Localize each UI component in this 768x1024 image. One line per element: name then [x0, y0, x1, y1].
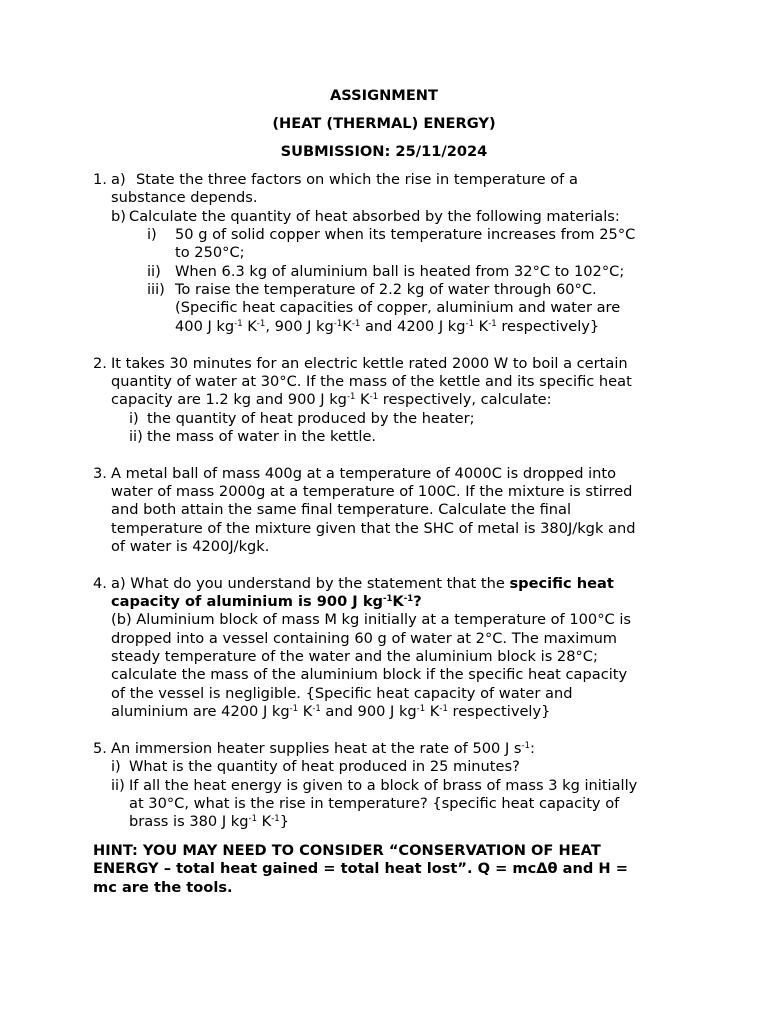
- q1a-text-line2: substance depends.: [111, 189, 258, 206]
- q3-line5: of water is 4200J/kgk.: [111, 538, 270, 555]
- q2-ii-text: the mass of water in the kettle.: [147, 428, 377, 445]
- q2-line3: capacity are 1.2 kg and 900 J $kg^{-1}$ $K^{-1}$ respectively, calculate:: [111, 391, 552, 408]
- hint-line2: ENERGY – total heat gained = total heat lost”. Q = mcΔθ and H =: [93, 860, 628, 877]
- q1b-text: Calculate the quantity of heat absorbed by the following materials:: [129, 208, 620, 225]
- q4b-line1: (b) Aluminium block of mass M kg initially at a temperature of 100°C is: [111, 611, 631, 628]
- q2-number: 2.: [93, 355, 107, 372]
- q4b-line2: dropped into a vessel containing 60 g of water at 2°C. The maximum: [111, 630, 618, 647]
- q5-ii-line2: at 30°C, what is the rise in temperature? {specific heat capacity of: [129, 795, 620, 812]
- q4a-line2: capacity of aluminium is 900 J $kg^{-1}K^{-1}$?: [111, 593, 422, 610]
- q4b-line5: of the vessel is negligible. {Specific heat capacity of water and: [111, 685, 573, 702]
- q4b-line3: steady temperature of the water and the aluminium block is 28°C;: [111, 648, 598, 665]
- q2-i-label: i): [129, 410, 139, 427]
- q5-ii-line3: brass is 380 J $kg^{-1}$ $K^{-1}$}: [129, 813, 289, 830]
- submission-date: SUBMISSION: 25/11/2024: [280, 143, 488, 160]
- q2-line1: It takes 30 minutes for an electric kettle rated 2000 W to boil a certain: [111, 355, 628, 372]
- q1b-iii-line1: To raise the temperature of 2.2 kg of water through 60°C.: [175, 281, 597, 298]
- q2-line2: quantity of water at 30°C. If the mass of the kettle and its specific heat: [111, 373, 632, 390]
- assignment-title: ASSIGNMENT: [330, 87, 438, 104]
- q3-line3: and both attain the same final temperature. Calculate the final: [111, 501, 572, 518]
- q5-line1: An immersion heater supplies heat at the rate of 500 J $s^{-1}$:: [111, 740, 535, 757]
- q1b-iii-label: iii): [147, 281, 165, 298]
- q3-line2: water of mass 2000g at a temperature of 100C. If the mixture is stirred: [111, 483, 633, 500]
- q1a-label: a): [111, 171, 126, 188]
- q4a-line1: a) What do you understand by the statement that the specific heat: [111, 575, 614, 592]
- q3-line4: temperature of the mixture given that the SHC of metal is 380J/kgk and: [111, 520, 636, 537]
- q3-number: 3.: [93, 465, 107, 482]
- q5-number: 5.: [93, 740, 107, 757]
- hint-line1: HINT: YOU MAY NEED TO CONSIDER “CONSERVATION OF HEAT: [93, 842, 601, 859]
- q1b-i-line2: to 250°C;: [175, 244, 245, 261]
- q4b-line4: calculate the mass of the aluminium block if the specific heat capacity: [111, 666, 628, 683]
- q5-i-text: What is the quantity of heat produced in 25 minutes?: [129, 758, 520, 775]
- q1b-iii-line2: (Specific heat capacities of copper, aluminium and water are: [175, 299, 621, 316]
- q5-i-label: i): [111, 758, 121, 775]
- q4b-line6: aluminium are 4200 J $kg^{-1}$ $K^{-1}$ and 900 J $kg^{-1}$ $K^{-1}$ respectively}: [111, 703, 551, 720]
- q3-line1: A metal ball of mass 400g at a temperature of 4000C is dropped into: [111, 465, 617, 482]
- q1b-i-label: i): [147, 226, 157, 243]
- q1b-label: b): [111, 208, 126, 225]
- hint-line3: mc are the tools.: [93, 879, 233, 896]
- q1b-ii-label: ii): [147, 263, 161, 280]
- assignment-subtitle: (HEAT (THERMAL) ENERGY): [272, 115, 496, 132]
- q1-number: 1.: [93, 171, 107, 188]
- q1b-iii-line3: 400 J $kg^{-1}$ $K^{-1}$, 900 J $kg^{-1}K^{-1}$ and 4200 J $kg^{-1}$ $K^{-1}$ respectively}: [175, 318, 600, 335]
- q4-number: 4.: [93, 575, 107, 592]
- q1b-ii-text: When 6.3 kg of aluminium ball is heated from 32°C to 102°C;: [175, 263, 625, 280]
- q2-i-text: the quantity of heat produced by the heater;: [147, 410, 475, 427]
- q5-ii-line1: If all the heat energy is given to a block of brass of mass 3 kg initially: [129, 777, 638, 794]
- q5-ii-label: ii): [111, 777, 125, 794]
- q2-ii-label: ii): [129, 428, 143, 445]
- q1a-text-line1: State the three factors on which the rise in temperature of a: [136, 171, 578, 188]
- q1b-i-line1: 50 g of solid copper when its temperature increases from 25°C: [175, 226, 636, 243]
